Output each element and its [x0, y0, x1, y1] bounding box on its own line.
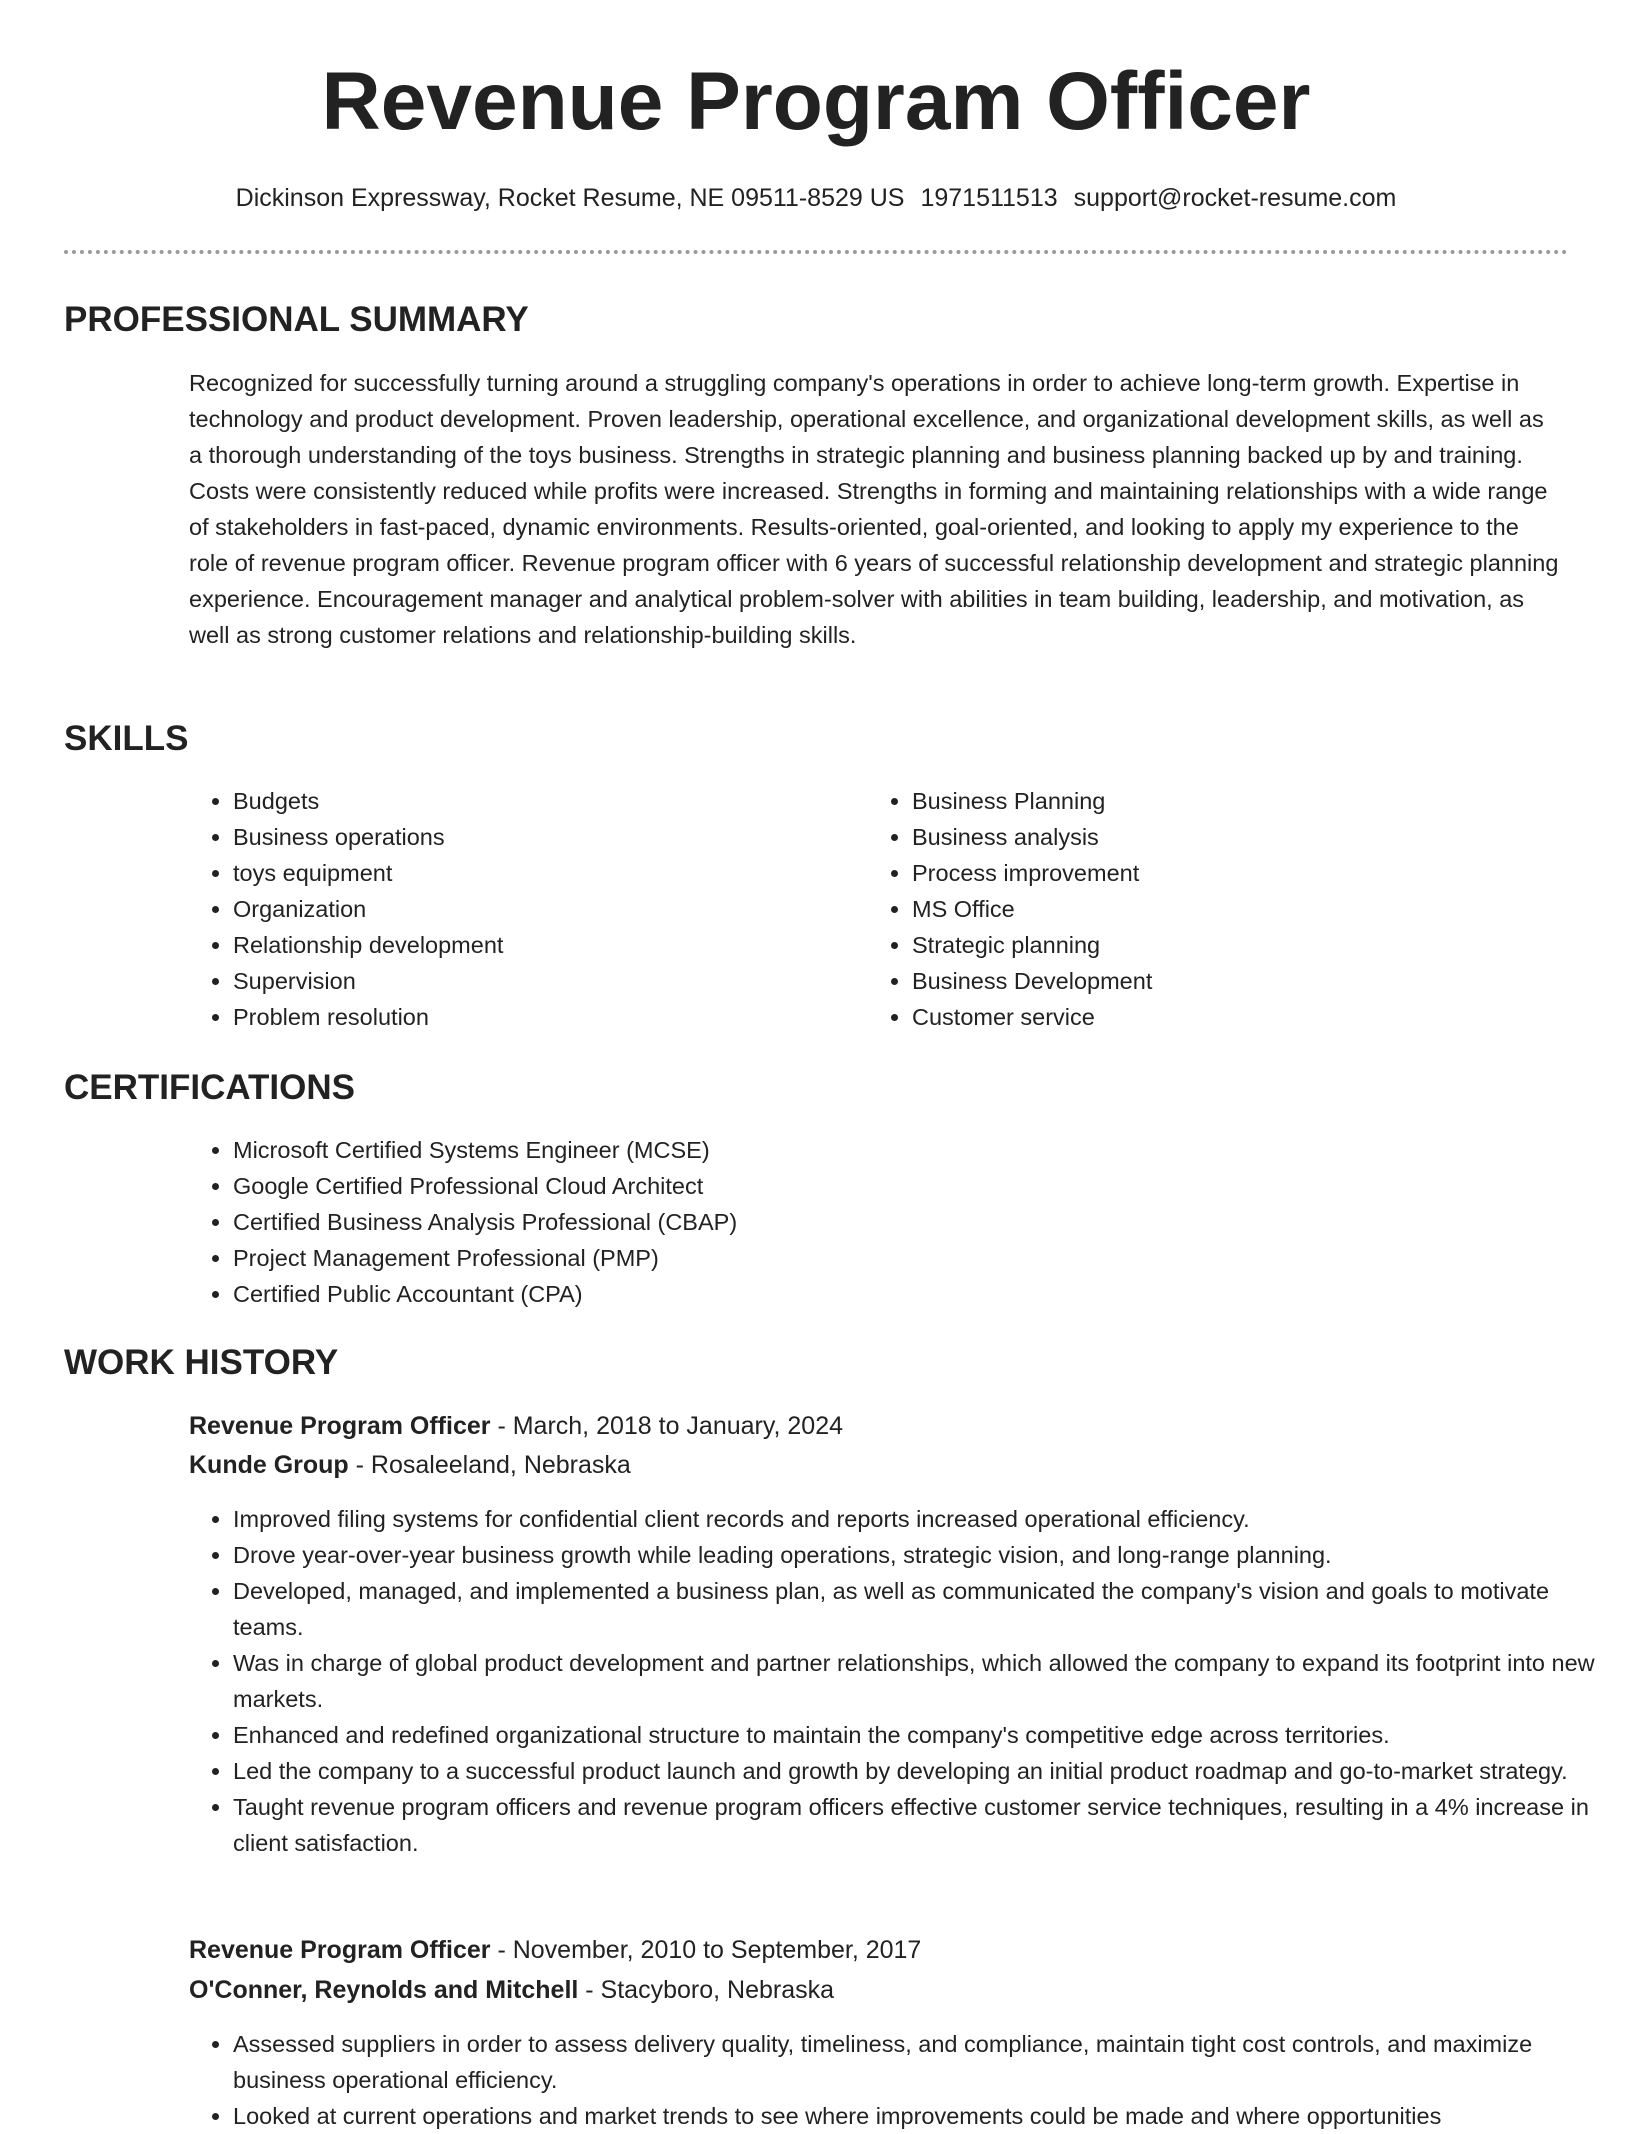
- skill-item: • Budgets: [233, 783, 833, 819]
- resume-name: Revenue Program Officer: [321, 56, 1311, 147]
- certifications-list: [189, 1132, 1603, 1312]
- job-role: Revenue Program Officer: [189, 1412, 491, 1440]
- job-location: - Rosaleeland, Nebraska: [348, 1451, 631, 1479]
- job-company-line: [189, 1446, 631, 1484]
- skill-item: • Strategic planning: [912, 927, 1512, 963]
- contact-phone: 1971511513: [920, 184, 1058, 212]
- job-bullet: • Drove year-over-year business growth while leading operations, strategic vision, and long-range planning.: [233, 1537, 1603, 1573]
- job-title-line: [189, 1931, 921, 1969]
- job-bullet: • Led the company to a successful product launch and growth by developing an initial product roadmap and go-to-market strategy.: [233, 1753, 1603, 1789]
- skill-item: • toys equipment: [233, 855, 833, 891]
- job-company: O'Conner, Reynolds and Mitchell: [189, 1976, 579, 2004]
- job-bullets: [189, 2026, 1603, 2134]
- job-bullet: • Was in charge of global product development and partner relationships, which allowed the company to expand its footprint into new markets.: [233, 1645, 1603, 1717]
- certification-item: • Certified Public Accountant (CPA): [233, 1276, 1603, 1312]
- job-bullet: • Developed, managed, and implemented a business plan, as well as communicated the company's vision and goals to motivate teams.: [233, 1573, 1603, 1645]
- job-title-line: [189, 1407, 843, 1445]
- skills-list-left: [189, 783, 833, 1035]
- job-location: - Stacyboro, Nebraska: [578, 1976, 835, 2004]
- skill-item: • Organization: [233, 891, 833, 927]
- certifications-heading: CERTIFICATIONS: [64, 1068, 356, 1107]
- skills-list-right: [868, 783, 1512, 1035]
- skill-item: • MS Office: [912, 891, 1512, 927]
- job-company-line: [189, 1971, 834, 2009]
- skill-item: • Problem resolution: [233, 999, 833, 1035]
- work-history-heading: WORK HISTORY: [64, 1343, 339, 1382]
- job-company: Kunde Group: [189, 1451, 349, 1479]
- job-dates: - March, 2018 to January, 2024: [490, 1412, 844, 1440]
- header-divider: [64, 250, 1568, 254]
- skill-item: • Business analysis: [912, 819, 1512, 855]
- certification-item: • Microsoft Certified Systems Engineer (MCSE): [233, 1132, 1603, 1168]
- contact-address: Dickinson Expressway, Rocket Resume, NE 09511-8529 US: [235, 184, 905, 212]
- job-bullets: [189, 1501, 1603, 1861]
- summary-text: Recognized for successfully turning around a struggling company's operations in order to achieve long-term growth. Expertise in technology and product development. Proven leadership, operational excellence, and organizational development skills, as well as a thorough understanding of the toys business. Strengths in strategic planning and business planning backed up by and training. Costs were consistently reduced while profits were increased. Strengths in forming and maintaining relationships with a wide range of stakeholders in fast-paced, dynamic environments. Results-oriented, goal-oriented, and looking to apply my experience to the role of revenue program officer. Revenue program officer with 6 years of successful relationship development and strategic planning experience. Encouragement manager and analytical problem-solver with abilities in team building, leadership, and motivation, as well as strong customer relations and relationship-building skills.: [189, 370, 1559, 648]
- certification-item: • Google Certified Professional Cloud Architect: [233, 1168, 1603, 1204]
- skill-item: • Customer service: [912, 999, 1512, 1035]
- skill-item: • Process improvement: [912, 855, 1512, 891]
- skill-item: • Business Planning: [912, 783, 1512, 819]
- skill-item: • Supervision: [233, 963, 833, 999]
- job-role: Revenue Program Officer: [189, 1936, 491, 1964]
- job-bullet: • Enhanced and redefined organizational structure to maintain the company's competitive edge across territories.: [233, 1717, 1603, 1753]
- skill-item: • Business operations: [233, 819, 833, 855]
- certification-item: • Certified Business Analysis Professional (CBAP): [233, 1204, 1603, 1240]
- skill-item: • Business Development: [912, 963, 1512, 999]
- skill-item: • Relationship development: [233, 927, 833, 963]
- job-bullet: • Improved filing systems for confidential client records and reports increased operational efficiency.: [233, 1501, 1603, 1537]
- job-dates: - November, 2010 to September, 2017: [490, 1936, 922, 1964]
- contact-email: support@rocket-resume.com: [1073, 184, 1397, 212]
- summary-heading: PROFESSIONAL SUMMARY: [64, 300, 529, 339]
- job-bullet: • Looked at current operations and market trends to see where improvements could be made and where opportunities: [233, 2098, 1603, 2134]
- skills-heading: SKILLS: [64, 719, 189, 758]
- job-bullet: • Assessed suppliers in order to assess delivery quality, timeliness, and compliance, maintain tight cost controls, and maximize business operational efficiency.: [233, 2026, 1603, 2098]
- job-bullet: • Taught revenue program officers and revenue program officers effective customer service techniques, resulting in a 4% increase in client satisfaction.: [233, 1789, 1603, 1861]
- contact-line: [0, 180, 1632, 216]
- certification-item: • Project Management Professional (PMP): [233, 1240, 1603, 1276]
